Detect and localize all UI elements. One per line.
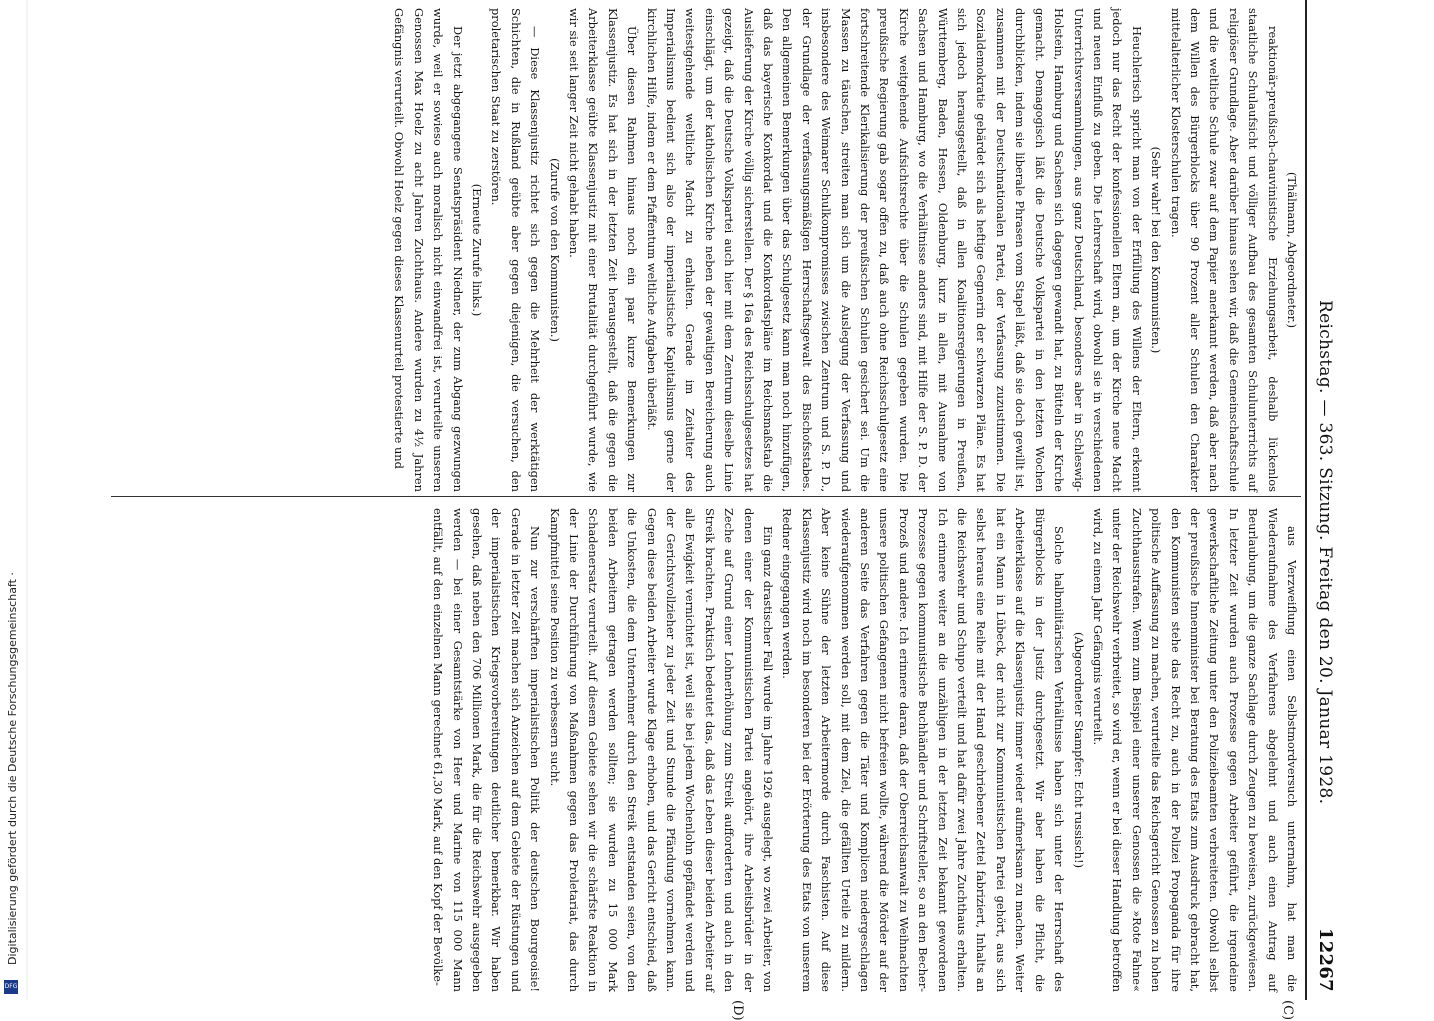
interjection: (Zurufe von den Kommunisten.) [547, 158, 562, 342]
column-divider [111, 496, 1301, 497]
dfg-logo-icon: DFG [4, 980, 18, 994]
paragraph: Heuchlerisch spricht man von der Erfüllung des Willens der Eltern, erkennt jedoch nur das Recht der konfessionellen Eltern an, um der Kirche neue Macht und neuen Einfluß zu geben. Die Lehrerschaft wird, obwohl sie in verschiedenen Unterrichtsversammlungen, aus ganz Deutschland, besonders aber in Schleswig-Holstein, Hamburg und Sachsen sich dagegen gewandt hat, zu Bütteln der Kirche gemacht. Demagogisch läßt die Deutsche Volkspartei in den letzten Wochen durchblicken, indem sie liberale Phrasen vom Stapel läßt, daß sie doch gewillt ist, zusammen mit der Deutschnationalen Partei, der Verfassung zuzustimmen. Die Sozialdemokratie gebärdet sich als heftige Gegnerin der schwarzen Pläne. Es hat sich jedoch herausgestellt, daß in allen Koalitionsregierungen in Preußen, Württemberg, Baden, Hessen, Oldenburg, kurz in allen, mit Ausnahme von Sachsen und Hamburg, wo die Verhältnisse anders sind, mit Hilfe der S. P. D. der Kirche weitgehende Aufsichtsrechte über die Schulen gegeben wurden. Die preußische Regierung gab sogar offen zu, daß auch ohne Reichsschulgesetz eine fortschreitende Klerikalisierung der preußischen Schulen gesichert sei. Um die Massen zu täuschen, streiten man sich um die Auslegung der Verfassung und insbesondere des Weimarer Schulkompromisses zwischen Zentrum und S. P. D., der Grundlage der verfassungsmäßigen Herrschaftsgewalt des Bischofsstabes. Den allgemeinen Bemerkungen über das Schulgesetz kann man noch hinzufügen, daß das bayerische Konkordat und die Konkordatspläne im Reichsmaßstab die Auslieferung der Kirche völlig sicherstellen. Der § 16a des Reichsschulgesetzes hat gezeigt, daß die Deutsche Volkspartei auch hier mit dem Zentrum dieselbe Linie einschlägt, um der katholischen Kirche neben der gewaltigen Bereicherung auch weitestgehende weltliche Macht zu erhalten. Gerade im Zeitalter des Imperialismus bedient sich also der imperialistische Kapitalismus gerne der kirchlichen Hilfe, indem er dem Pfaffentum weltliche Aufgaben überläßt. [644, 8, 1144, 492]
speaker-line: (Thälmann, Abgeordneter.) [1285, 171, 1299, 329]
interjection: (Abgeordneter Stampfer: Echt russisch!) [1071, 631, 1086, 869]
paragraph: Nun zur verschärften imperialistischen Politik der deutschen Bourgeoisie! Gerade in letzter Zeit machen sich Anzeichen auf dem Gebiete der Rüstungen und der imperialistischen Kriegsvorbereitungen deutlicher bemerkbar. Wir haben gesehen, daß neben den 706 Millionen Mark, die für die Reichswehr ausgegeben werden — bei einer Gesamtstärke von Heer und Marine von 115 000 Mann entfällt, auf den einzelnen Mann gerechnet 61,30 Mark, auf den Kopf der Bevölke- [431, 508, 543, 992]
left-column [389, 8, 1301, 492]
header-rule [1305, 0, 1307, 1000]
rotated-page [105, 0, 1345, 1021]
margin-marker-d: (D) [730, 1000, 745, 1021]
paragraph: reaktionär-preußisch-chauvinistische Erziehungsarbeit, deshalb lückenlos staatliche Schulaufsicht und völliger Aufbau des gesamten Schulunterrichts auf religiöser Grundlage. Aber darüber hinaus sehen wir, daß die Gemeinschaftsschule und die weltliche Schule zwar auf dem Papier anerkannt werden, daß aber nach dem Willen des Bürgerblocks über 90 Prozent aller Schulen den Charakter mittelalterlicher Klosterschulen tragen. [1168, 8, 1280, 492]
margin-marker-c: (C) [1280, 1000, 1295, 1021]
digitization-credit: Digitalisierung gefördert durch die Deutsche Forschungsgemeinschaft · [6, 572, 19, 965]
paragraph: Über diesen Rahmen hinaus noch ein paar kurze Bemerkungen zur Klassenjustiz. Es hat sich in der letzten Zeit herausgestellt, daß die gegen die Arbeiterklasse geübte Klassenjustiz mit einer Brutalität durchgeführt wurde, wie wir sie seit langer Zeit nicht gehabt haben. [566, 8, 640, 492]
paragraph: Der jetzt abgegangene Senatspräsident Niedner, der zum Abgang gezwungen wurde, weil er sowieso auch moralisch nicht einwandfrei ist, verurteilte unseren Genossen Max Hoelz zu acht Jahren Zuchthaus. Andere wurden zu 4½ Jahren Gefängnis verurteilt. Obwohl Hoelz gegen dieses Klassenurteil protestierte und [392, 8, 465, 492]
digitization-credit-sidebar [0, 0, 26, 1000]
paragraph: — Diese Klassenjustiz richtet sich gegen die Mehrheit der werktätigen Schichten, die in Rußland geübte aber gegen diejenigen, die versuchen, den proletarischen Staat zu zerstören. [489, 8, 543, 492]
interjection: (Erneute Zurufe links.) [469, 183, 484, 317]
page-number: 12267 [1315, 927, 1336, 992]
paragraph: Solche halbmilitärischen Verhältnisse haben sich unter der Herrschaft des Bürgerblocks in der Justiz durchgesetzt. Wir aber haben die Pflicht, die Arbeiterklasse auf die Klassenjustiz immer wieder aufmerksam zu machen. Weiter hat ein Mann in Lübeck, der nicht zur Kommunistischen Partei gehört, aus sich selbst heraus eine Reihe mit der Hand geschriebener Zettel fabriziert, Inhalts an die Reichswehr und Schupo verteilt und hat dafür zwei Jahre Zuchthaus erhalten. Ich erinnere weiter an die unzähligen in der letzten Zeit bekannt gewordenen Prozesse gegen kommunistische Buchhändler und Schriftsteller, so an den Becher-Prozeß und andere. Ich erinnere daran, daß der Oberreichsanwalt zu Weihnachten unsere politischen Gefangenen nicht befreien wollte, während die Mörder auf der anderen Seite das Verfahren gegen die Täter und Komplicen niedergeschlagen wiederaufgenommen werden soll, mit dem Ziel, die gefällten Urteile zu mildern. Aber keine Sühne der letzten Arbeitermorde durch Faschisten. Auf diese Klassenjustiz wird noch im besonderen bei der Erörterung des Etats von unserem Redner eingegangen werden. [780, 508, 1067, 992]
right-column [428, 508, 1301, 992]
running-title: Reichstag. — 363. Sitzung. Freitag den 20. Januar 1928. [1315, 300, 1335, 805]
interjection: (Sehr wahr! bei den Kommunisten.) [1149, 146, 1164, 354]
paragraph: Ein ganz drastischer Fall wurde im Jahre 1926 ausgelegt, wo zwei Arbeiter, von denen einer der Kommunistischen Partei angehört, ihre Arbeitsbrüder in der Zeche auf Grund einer Lohnerhöhung zum Streik aufforderten und auch in den Streik brachten. Praktisch bedeutet das, daß das Leben dieser beiden Arbeiter auf alle Ewigkeit vernichtet ist, weil sie bei jedem Wochenlohn gepfändet werden und der Gerichtsvollzieher zu jeder Zeit und Stunde die Pfändung vornehmen kann. Gegen diese beiden Arbeiter wurde Klage erhoben, und das Gericht entschied, daß die Unkosten, die dem Unternehmer durch den Streik entstanden seien, von den beiden Arbeitern getragen werden sollten; sie wurden zu 15 000 Mark Schadenersatz verurteilt. Auf diesem Gebiete sehen wir die schärfste Reaktion in der Linie der Durchführung von Maßnahmen gegen das Proletariat, das durch Kampfmittel seine Position zu verbessern sucht. [547, 508, 776, 992]
paragraph: aus Verzweiflung einen Selbstmordversuch unternahm, hat man die Wiederaufnahme des Verfahrens abgelehnt und auch einen Antrag auf Beurlaubung, um die ganze Sachlage durch Zeugen zu beweisen, zurückgewiesen. In letzter Zeit wurden auch Prozesse gegen Arbeiter geführt, die irgendeine gewerkschaftliche Zeitung unter den Polizeibeamten verbreiteten. Obwohl selbst der preußische Innenminister bei Beratung des Etats zum Ausdruck gebracht hat, den Kommunisten stehe das Recht zu, auch in der Polizei Propaganda für ihre politische Auffassung zu machen, verurteilte das Reichsgericht Genossen zu hohen Zuchthausstrafen. Wenn zum Beispiel einer unserer Genossen die »Rote Fahne« unter der Reichswehr verbreitet, so wird er, wenn er bei dieser Handlung betroffen wird, zu einem Jahr Gefängnis verurteilt. [1090, 508, 1299, 992]
page-header [1311, 0, 1345, 1000]
scan-edge [26, 0, 28, 1000]
